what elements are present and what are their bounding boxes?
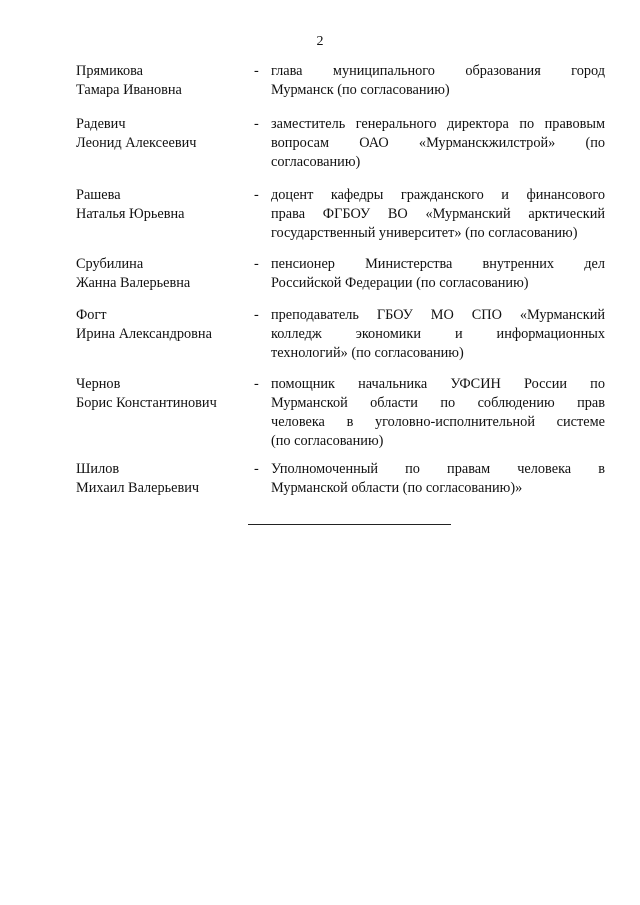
member-surname: Чернов: [76, 376, 121, 392]
role-line: человека в уголовно-исполнительной системе: [271, 414, 605, 430]
member-role: [271, 460, 605, 498]
member-given-names: Наталья Юрьевна: [76, 206, 185, 222]
member-name: [76, 62, 251, 100]
role-line: преподаватель ГБОУ МО СПО «Мурманский: [271, 307, 605, 323]
member-surname: Прямикова: [76, 63, 144, 79]
member-given-names: Михаил Валерьевич: [76, 480, 200, 496]
entry-dash: -: [254, 256, 259, 272]
closing-separator-line: [248, 524, 451, 525]
entry-dash: -: [254, 187, 259, 203]
member-role: [271, 186, 605, 243]
entry-dash: -: [254, 116, 259, 132]
role-line: Мурманской области по соблюдению прав: [271, 395, 605, 411]
member-surname: Рашева: [76, 187, 121, 203]
role-line: заместитель генерального директора по правовым: [271, 116, 605, 132]
member-surname: Срубилина: [76, 256, 144, 272]
role-line: доцент кафедры гражданского и финансового: [271, 187, 605, 203]
entry-dash: -: [254, 461, 259, 477]
member-surname: Фогт: [76, 307, 107, 323]
entry-dash: -: [254, 307, 259, 323]
page-number: 2: [316, 34, 324, 49]
entry-dash: -: [254, 63, 259, 79]
role-line: вопросам ОАО «Мурманскжилстрой» (по: [271, 135, 605, 151]
member-given-names: Борис Константинович: [76, 395, 217, 411]
role-line: государственный университет» (по согласованию): [271, 225, 578, 241]
role-line: Российской Федерации (по согласованию): [271, 275, 529, 291]
member-name: [76, 460, 251, 498]
member-name: [76, 375, 251, 413]
role-line: пенсионер Министерства внутренних дел: [271, 256, 605, 272]
role-line: колледж экономики и информационных: [271, 326, 605, 342]
role-line: Мурманской области (по согласованию)»: [271, 480, 523, 496]
member-name: [76, 186, 251, 224]
member-role: [271, 115, 605, 172]
member-name: [76, 115, 251, 153]
member-surname: Шилов: [76, 461, 120, 477]
member-given-names: Жанна Валерьевна: [76, 275, 191, 291]
member-role: [271, 62, 605, 100]
member-given-names: Тамара Ивановна: [76, 82, 182, 98]
role-line: права ФГБОУ ВО «Мурманский арктический: [271, 206, 605, 222]
entry-dash: -: [254, 376, 259, 392]
member-given-names: Леонид Алексеевич: [76, 135, 197, 151]
member-surname: Радевич: [76, 116, 126, 132]
role-line: помощник начальника УФСИН России по: [271, 376, 605, 392]
role-line: Мурманск (по согласованию): [271, 82, 450, 98]
member-name: [76, 306, 251, 344]
role-line: глава муниципального образования город: [271, 63, 605, 79]
role-line: технологий» (по согласованию): [271, 345, 464, 361]
member-role: [271, 375, 605, 451]
member-role: [271, 255, 605, 293]
role-line: согласованию): [271, 154, 361, 170]
member-name: [76, 255, 251, 293]
member-role: [271, 306, 605, 363]
member-given-names: Ирина Александровна: [76, 326, 212, 342]
role-line: (по согласованию): [271, 433, 384, 449]
role-line: Уполномоченный по правам человека в: [271, 461, 605, 477]
